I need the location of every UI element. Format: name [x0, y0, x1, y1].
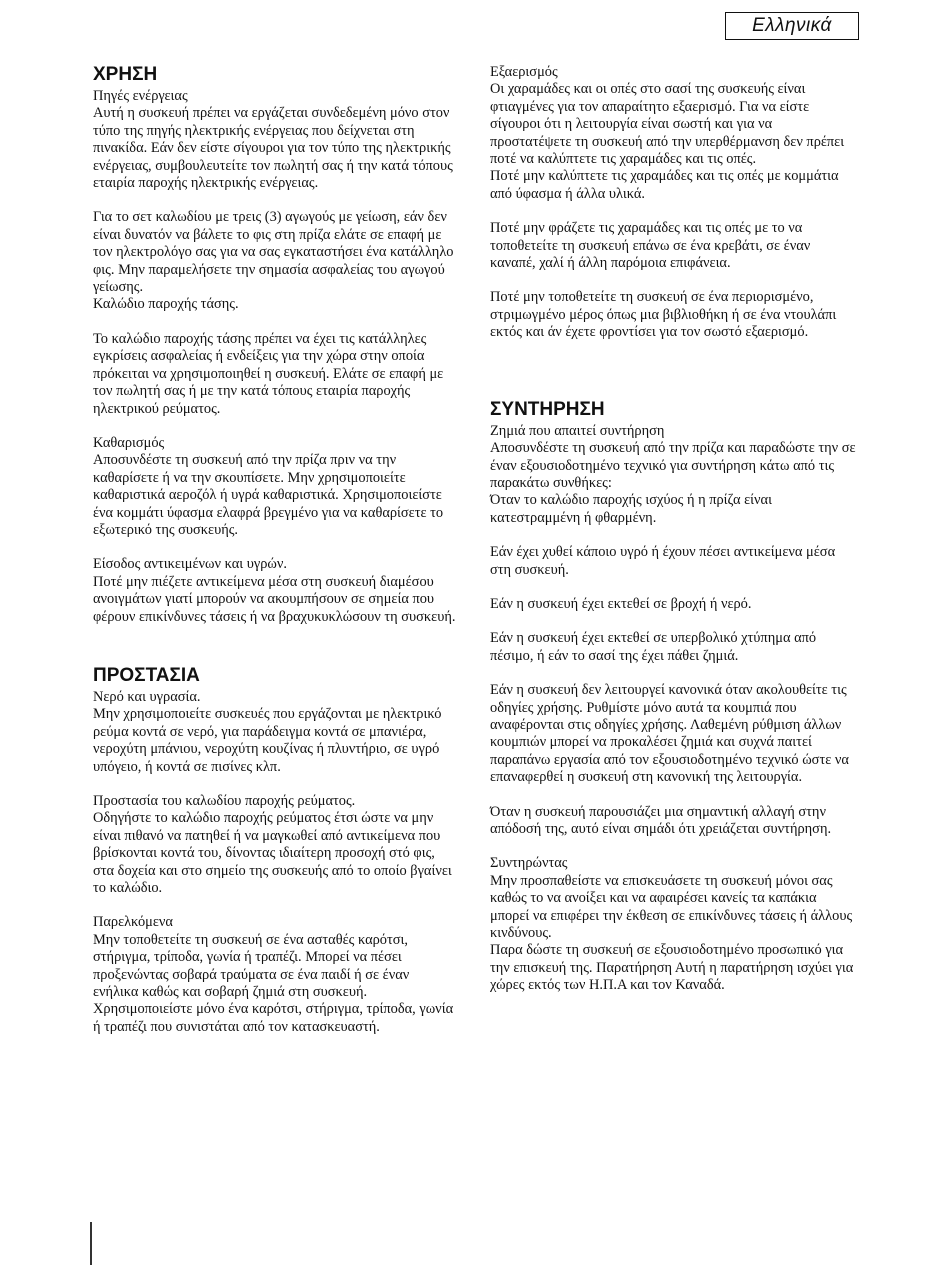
liquid-spilled-paragraph: Εάν έχει χυθεί κάποιο υγρό ή έχουν πέσει αντικείμενα μέσα στη συσκευή.	[490, 544, 836, 578]
ventilation-paragraph: Εξαερισμός Οι χαραμάδες και οι οπές στο σασί της συσκευής είναι φτιαγμένες για τον απαραίτητο εξαερισμό. Για να είστε σίγουροι ότι η λειτουργία είναι σωστή και για να προστατέψετε τη συσκευή από την υπερθέρμανση δεν πρέπει ποτέ να καλύπτετε τις χαραμάδες και τις οπές. Ποτέ μην καλύπτετε τις χαραμάδες και τις οπές με κομμάτια από ύφασμα ή άλλα υλικά.	[490, 64, 845, 202]
usage-title: ΧΡΗΣΗ	[93, 64, 158, 85]
maintenance-section	[490, 399, 856, 995]
cleaning-paragraph: Καθαρισμός Αποσυνδέστε τη συσκευή από την πρίζα πριν να την καθαρίσετε ή να την σκουπίσετε. Μην χρησιμοποιείτε καθαριστικά αεροζόλ ή υγρά καθαριστικά. Χρησιμοποιείστε ένα κομμάτι ύφασμα ελαφρά βρεγμένο για να καθαρίσετε το εξωτερικό της συσκευής.	[93, 434, 444, 538]
power-sources-paragraph: Πηγές ενέργειας Αυτή η συσκευή πρέπει να εργάζεται συνδεδεμένη μόνο στον τύπο της πηγής ηλεκτρικής ενέργειας που δείχνεται στη πινακίδα. Εάν δεν είστε σίγουροι για τον τύπο της ηλεκτρικής ενέργειας, συμβουλευτείτε τον πωλητή σας ή την κατά τόπους εταιρία παροχής ηλεκτρικής ενέργειας.	[93, 88, 453, 192]
water-moisture-paragraph: Νερό και υγρασία. Μην χρησιμοποιείτε συσκευές που εργάζονται με ηλεκτρικό ρεύμα κοντά σε νερό, για παράδειγμα κοντά σε μπανιέρα, νεροχύτη μπάνιου, νεροχύτη κουζίνας ή πλυντήριο, σε υγρό υπόγειο, ή κοντά σε πισίνες κλπ.	[93, 688, 442, 775]
accessories-paragraph: Παρελκόμενα Μην τοποθετείτε τη συσκευή σε ένα ασταθές καρότσι, στήριγμα, τρίποδα, γωνία ή τραπέζι. Μπορεί να πέσει προξενώντας σοβαρά τραύματα σε ένα παιδί ή σε έναν ενήλικα καθώς και σοβαρή ζημιά στη συσκευή. Χρησιμοποιείστε μόνο ένα καρότσι, στήριγμα, τρίποδα, γωνία ή τραπέζι που συνιστάται από τον κατασκευαστή.	[93, 914, 454, 1035]
object-liquid-entry-paragraph: Είσοδος αντικειμένων και υγρών. Ποτέ μην πιέζετε αντικείμενα μέσα στη συσκευή διαμέσου ανοιγμάτων γιατί μπορούν να ακουμπήσουν σε σημεία που φέρουν επικίνδυνες τάσεις ή να βραχυκυκλώσουν τη συσκευή.	[93, 556, 456, 625]
language-tag: Ελληνικά	[725, 12, 859, 40]
performance-change-paragraph: Όταν η συσκευή παρουσιάζει μια σημαντική αλλαγή στην απόδοσή της, αυτό είναι σημάδι ότι χρειάζεται συντήρηση.	[490, 803, 832, 837]
margin-rule	[90, 1222, 92, 1265]
power-cord-protection-paragraph: Προστασία του καλωδίου παροχής ρεύματος. Οδηγήστε το καλώδιο παροχής ρεύματος έτσι ώστε να μην είναι πιθανό να πατηθεί ή να μαγκωθεί από αντικείμενα που βρίσκονται κοντά του, δίνοντας ιδιαίτερη προσοχή στό φις, στα δοχεία και στο σημείο της συσκευής από το οποίο βγαίνει το καλώδιο.	[93, 793, 452, 897]
abnormal-operation-paragraph: Εάν η συσκευή δεν λειτουργεί κανονικά όταν ακολουθείτε τις οδηγίες χρήσης. Ρυθμίστε μόνο αυτά τα κουμπιά που αναφέρονται στις οδηγίες χρήσης. Λαθεμένη ρύθμιση άλλων κουμπιών μπορεί να προκαλέσει ζημιά και συχνά παιτεί παραπάνω εργασία από τον εξουσιοδοτημένο τεχνικό ώστε να επαναφερθεί η συσκευή στη κανονική της λειτουργία.	[490, 682, 849, 786]
power-cord-approval-paragraph: Το καλώδιο παροχής τάσης πρέπει να έχει τις κατάλληλες εγκρίσεις ασφαλείας ή ενδείξεις για την χώρα στην οποία πρόκειται να χρησιμοποιηθεί η συσκευή. Ελάτε σε επαφή με τον πωλητή σας ή με την κατά τόπους εταιρία παροχής ηλεκτρικού ρεύματος.	[93, 330, 444, 417]
protection-section	[93, 665, 457, 1036]
maintenance-title: ΣΥΝΤΗΡΗΣΗ	[490, 398, 605, 420]
ventilation-enclosure-paragraph: Ποτέ μην τοποθετείτε τη συσκευή σε ένα περιορισμένο, στριμωγμένο μέρος όπως μια βιβλιοθήκη ή σε ένα ντουλάπι εκτός και άν έχετε φροντίσει για τον σωστό εξαερισμό.	[490, 289, 837, 341]
usage-section	[93, 64, 457, 626]
protection-title: ΠΡΟΣΤΑΣΙΑ	[93, 664, 200, 686]
ventilation-section	[490, 64, 856, 342]
ventilation-blocking-paragraph: Ποτέ μην φράζετε τις χαραμάδες και τις οπές με το να τοποθετείτε τη συσκευή επάνω σε ένα κρεβάτι, σε έναν καναπέ, χαλί ή άλλη παρόμοια επιφάνεια.	[490, 220, 811, 272]
damage-requiring-service-paragraph: Ζημιά που απαιτεί συντήρηση Αποσυνδέστε τη συσκευή από την πρίζα και παραδώστε την σε έναν εξουσιοδοτημένο τεχνικό για συντήρηση κάτω από τις παρακάτω συνθήκες: Όταν το καλώδιο παροχής ισχύος ή η πρίζα είναι κατεστραμμένη ή φθαρμένη.	[490, 422, 856, 526]
dropped-damaged-paragraph: Εάν η συσκευή έχει εκτεθεί σε υπερβολικό χτύπημα από πέσιμο, ή εάν το σασί της έχει πάθει ζημιά.	[490, 630, 817, 664]
rain-water-paragraph: Εάν η συσκευή έχει εκτεθεί σε βροχή ή νερό.	[490, 595, 752, 612]
right-column	[490, 64, 856, 1012]
left-column	[93, 64, 457, 1053]
servicing-paragraph: Συντηρώντας Μην προσπαθείστε να επισκευάσετε τη συσκευή μόνοι σας καθώς το να ανοίξει και να αφαιρέσει κανείς τα καπάκια μπορεί να επιφέρει την έκθεση σε επικίνδυνες τάσεις ή άλλους κινδύνους. Παρα δώστε τη συσκευή σε εξουσιοδοτημένο προσωπικό για την επισκευή της. Παρατήρηση Αυτή η παρατήρηση ισχύει για χώρες εκτός των Η.Π.Α και τον Καναδά.	[490, 855, 854, 994]
three-wire-cord-paragraph: Για το σετ καλωδίου με τρεις (3) αγωγούς με γείωση, εάν δεν είναι δυνατόν να βάλετε το φις στη πρίζα ελάτε σε επαφή με τον ηλεκτρολόγο σας για να σας εγκαταστήσει ένα κατάλληλο φις. Μην παραμελήσετε την σημασία ασφαλείας του αγωγού γείωσης. Καλώδιο παροχής τάσης.	[93, 209, 454, 313]
